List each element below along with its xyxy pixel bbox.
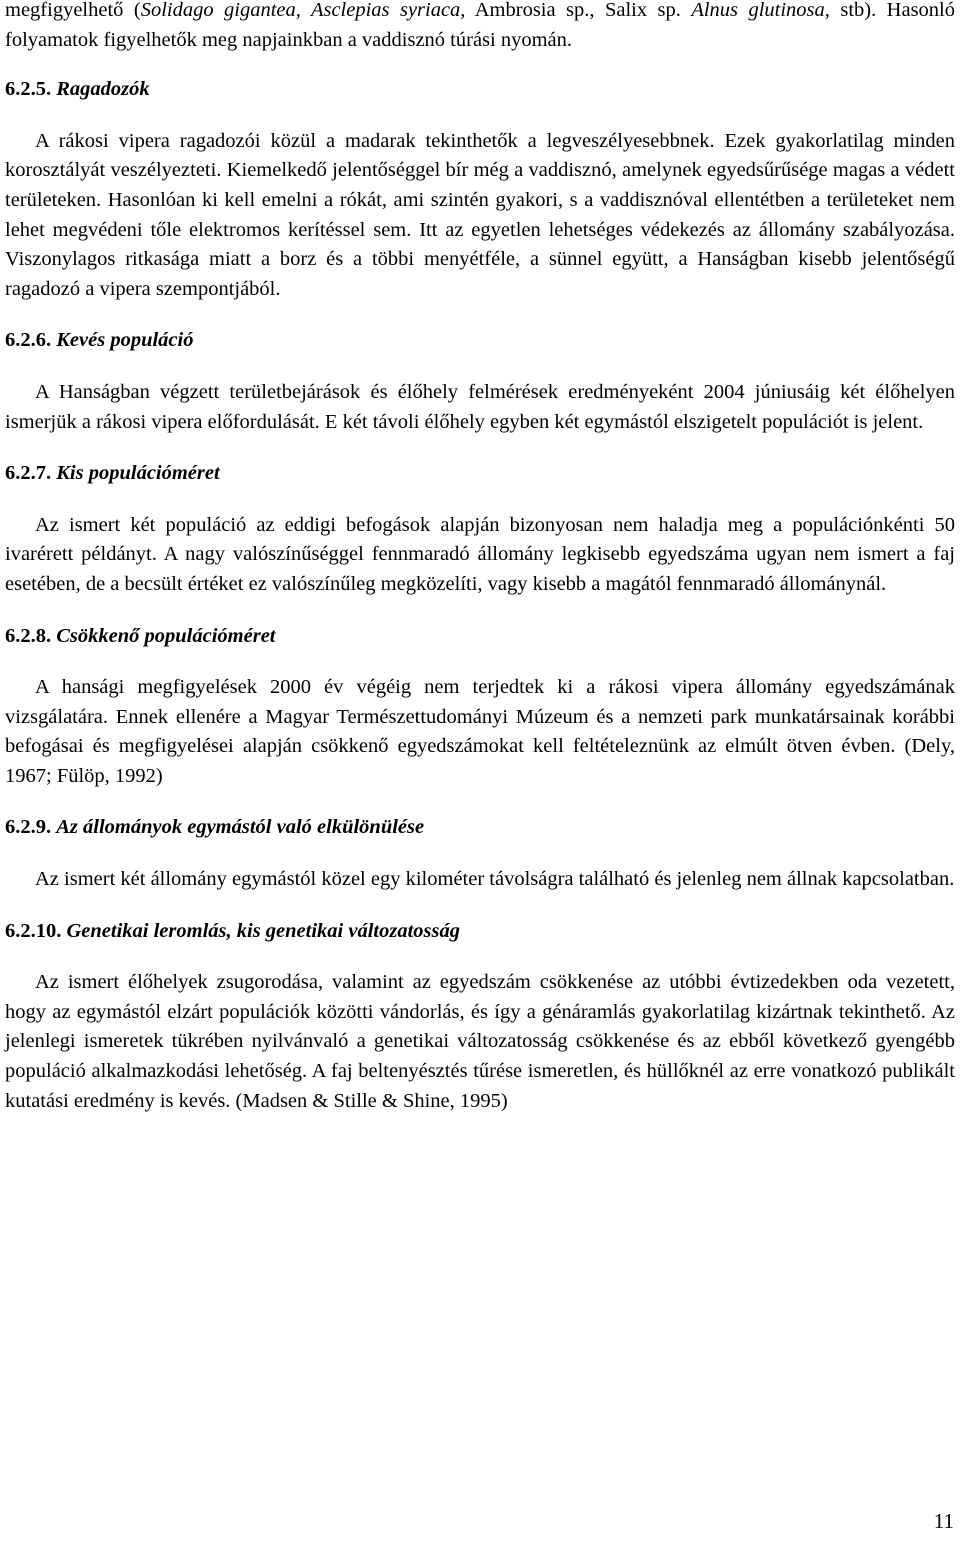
section-paragraph: A Hanságban végzett területbejárások és élőhely felmérések eredményeként 2004 júniusáig két élőhelyen ismerjük a rákosi vipera előfordulását. E két távoli élőhely egyben két egymástól elszigetelt populációt is jelent. [5, 380, 955, 433]
section-number: 6.2.5. [5, 78, 52, 101]
section-6-2-6 [5, 326, 955, 437]
section-title: Ragadozók [56, 78, 150, 101]
intro-text-3: stb). Hasonló folyamatok figyelhetők meg napjainkban a vaddisznó túrási nyomán. [5, 0, 955, 51]
section-title: Kis populációméret [56, 462, 220, 485]
section-title: Csökkenő populációméret [56, 624, 276, 647]
section-heading [5, 917, 955, 947]
intro-text-2: Ambrosia sp., Salix sp. [465, 0, 692, 21]
section-6-2-9 [5, 813, 955, 894]
section-heading [5, 813, 955, 843]
section-number: 6.2.8. [5, 624, 52, 647]
section-heading [5, 75, 955, 105]
section-6-2-5 [5, 75, 955, 304]
section-number: 6.2.10. [5, 919, 62, 942]
section-heading [5, 326, 955, 356]
section-paragraph: Az ismert két állomány egymástól közel egy kilométer távolságra található és jelenleg nem állnak kapcsolatban. [35, 868, 955, 891]
page-number: 11 [933, 1509, 954, 1533]
section-paragraph: A hansági megfigyelések 2000 év végéig nem terjedtek ki a rákosi vipera állomány egyedszámának vizsgálatára. Ennek ellenére a Magyar Természettudományi Múzeum és a nemzeti park munkatársainak korábbi befogásai és megfigyelései alapján csökkenő egyedszámokat kell feltételeznünk az elmúlt ötven évben. (Dely, 1967; Fülöp, 1992) [5, 676, 955, 787]
document-page [5, 0, 955, 1116]
section-paragraph: A rákosi vipera ragadozói közül a madarak tekinthetők a legveszélyesebbnek. Ezek gyakorlatilag minden korosztályát veszélyezteti. Kiemelkedő jelentőséggel bír még a vaddisznó, amelynek egyedsűrűsége magas a védett területeken. Hasonlóan ki kell emelni a rókát, ami szintén gyakori, s a vaddisznóval ellentétben a területeket nem lehet megvédeni tőle elektromos kerítéssel sem. Itt az egyetlen lehetséges védekezés az állomány szabályozása. Viszonylagos ritkasága miatt a borz és a többi menyétféle, a sünnel együtt, a Hanságban kisebb jelentőségű ragadozó a vipera szempontjából. [5, 129, 955, 300]
section-6-2-7 [5, 459, 955, 599]
section-number: 6.2.6. [5, 329, 52, 352]
section-number: 6.2.7. [5, 462, 52, 485]
section-paragraph: Az ismert két populáció az eddigi befogások alapján bizonyosan nem haladja meg a populációnkénti 50 ivarérett példányt. A nagy valószínűséggel fennmaradó állomány legkisebb egyedszáma ugyan nem ismert a faj esetében, de a becsült értéket ez valószínűleg megközelíti, vagy kisebb a magától fennmaradó állománynál. [5, 513, 955, 595]
section-6-2-10 [5, 917, 955, 1117]
section-number: 6.2.9. [5, 816, 52, 839]
section-heading [5, 622, 955, 652]
section-6-2-8 [5, 622, 955, 792]
section-title: Az állományok egymástól való elkülönülése [56, 816, 425, 839]
intro-paragraph [5, 0, 955, 55]
species-name: Alnus glutinosa, [691, 0, 830, 21]
species-name: Solidago gigantea, Asclepias syriaca, [140, 0, 466, 21]
section-heading [5, 459, 955, 489]
intro-text-1: megfigyelhető ( [5, 0, 141, 21]
section-paragraph: Az ismert élőhelyek zsugorodása, valamint az egyedszám csökkenése az utóbbi évtizedekben oda vezetett, hogy az egymástól elzárt populációk közötti vándorlás, és így a génáramlás gyakorlatilag kizártnak tekinthető. Az jelenlegi ismeretek tükrében nyilvánvaló a genetikai változatosság csökkenése és az ebből következő gyengébb populáció alkalmazkodási lehetőség. A faj beltenyésztés tűrése ismeretlen, és hüllőknél az erre vonatkozó publikált kutatási eredmény is kevés. (Madsen & Stille & Shine, 1995) [5, 971, 955, 1112]
section-title: Kevés populáció [56, 329, 194, 352]
section-title: Genetikai leromlás, kis genetikai változatosság [66, 919, 460, 942]
